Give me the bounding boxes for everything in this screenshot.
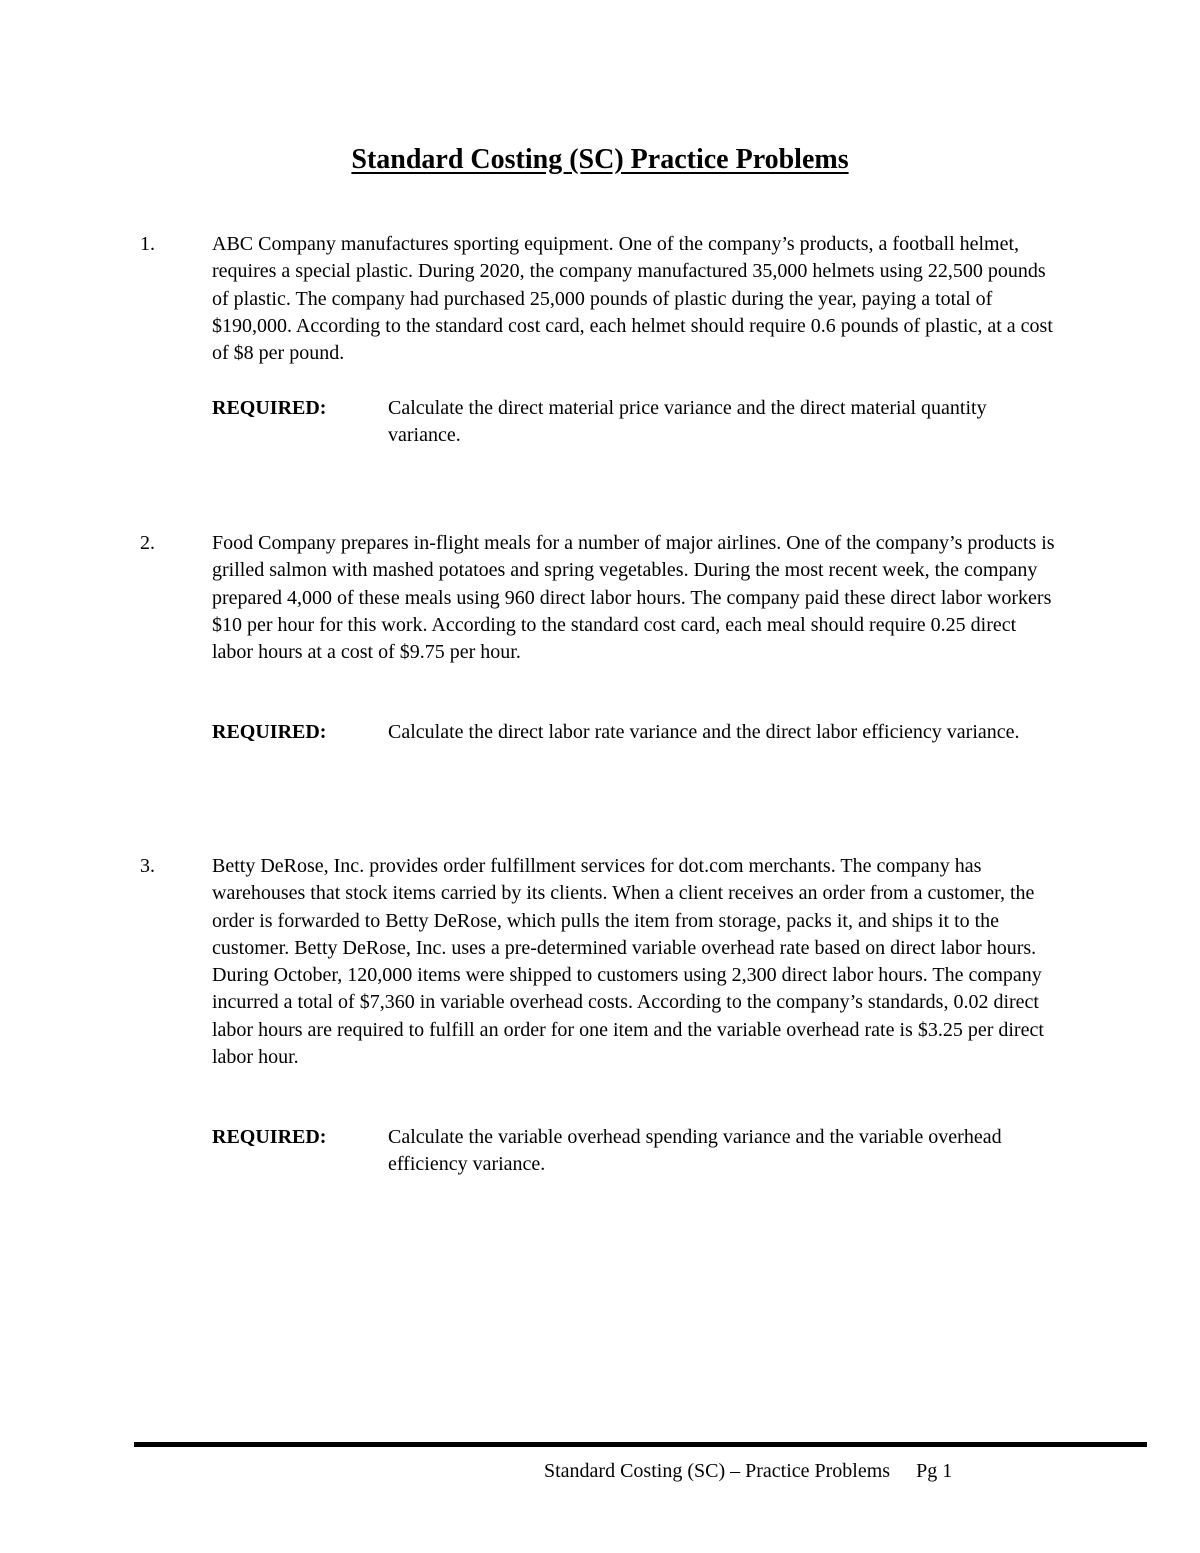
- page-number: Pg 1: [916, 1460, 953, 1482]
- required-2: [212, 719, 1062, 746]
- problem-2: [140, 530, 1060, 666]
- problem-3: [140, 853, 1060, 1071]
- footer-divider: [134, 1442, 1147, 1447]
- footer-title: Standard Costing (SC) – Practice Problems: [544, 1460, 891, 1482]
- problem-number: 1.: [140, 233, 155, 255]
- required-text: Calculate the direct labor rate variance and the direct labor efficiency variance.: [388, 721, 1020, 743]
- page-title: Standard Costing (SC) Practice Problems: [351, 144, 849, 175]
- required-label: REQUIRED:: [212, 397, 327, 419]
- problem-text: Betty DeRose, Inc. provides order fulfillment services for dot.com merchants. The company has warehouses that stock items carried by its clients. When a client receives an order from a customer, the order is forwarded to Betty DeRose, which pulls the item from storage, packs it, and ships it to the customer. Betty DeRose, Inc. uses a pre-determined variable overhead rate based on direct labor hours. During October, 120,000 items were shipped to customers using 2,300 direct labor hours. The company incurred a total of $7,360 in variable overhead costs. According to the company’s standards, 0.02 direct labor hours are required to fulfill an order for one item and the variable overhead rate is $3.25 per direct labor hour.: [212, 855, 1044, 1069]
- problem-1: [140, 231, 1060, 367]
- problem-number: 3.: [140, 855, 155, 877]
- required-label: REQUIRED:: [212, 1126, 327, 1148]
- problem-number: 2.: [140, 532, 155, 554]
- required-1: [212, 395, 1062, 450]
- required-label: REQUIRED:: [212, 721, 327, 743]
- page-footer: [544, 1458, 952, 1484]
- required-3: [212, 1124, 1062, 1179]
- required-text: Calculate the direct material price variance and the direct material quantity variance.: [388, 397, 987, 447]
- problem-text: ABC Company manufactures sporting equipment. One of the company’s products, a football helmet, requires a special plastic. During 2020, the company manufactured 35,000 helmets using 22,500 pounds of plastic. The company had purchased 25,000 pounds of plastic during the year, paying a total of $190,000. According to the standard cost card, each helmet should require 0.6 pounds of plastic, at a cost of $8 per pound.: [212, 233, 1053, 365]
- problem-text: Food Company prepares in-flight meals for a number of major airlines. One of the company’s products is grilled salmon with mashed potatoes and spring vegetables. During the most recent week, the company prepared 4,000 of these meals using 960 direct labor hours. The company paid these direct labor workers $10 per hour for this work. According to the standard cost card, each meal should require 0.25 direct labor hours at a cost of $9.75 per hour.: [212, 532, 1055, 664]
- required-text: Calculate the variable overhead spending variance and the variable overhead efficiency variance.: [388, 1126, 1002, 1176]
